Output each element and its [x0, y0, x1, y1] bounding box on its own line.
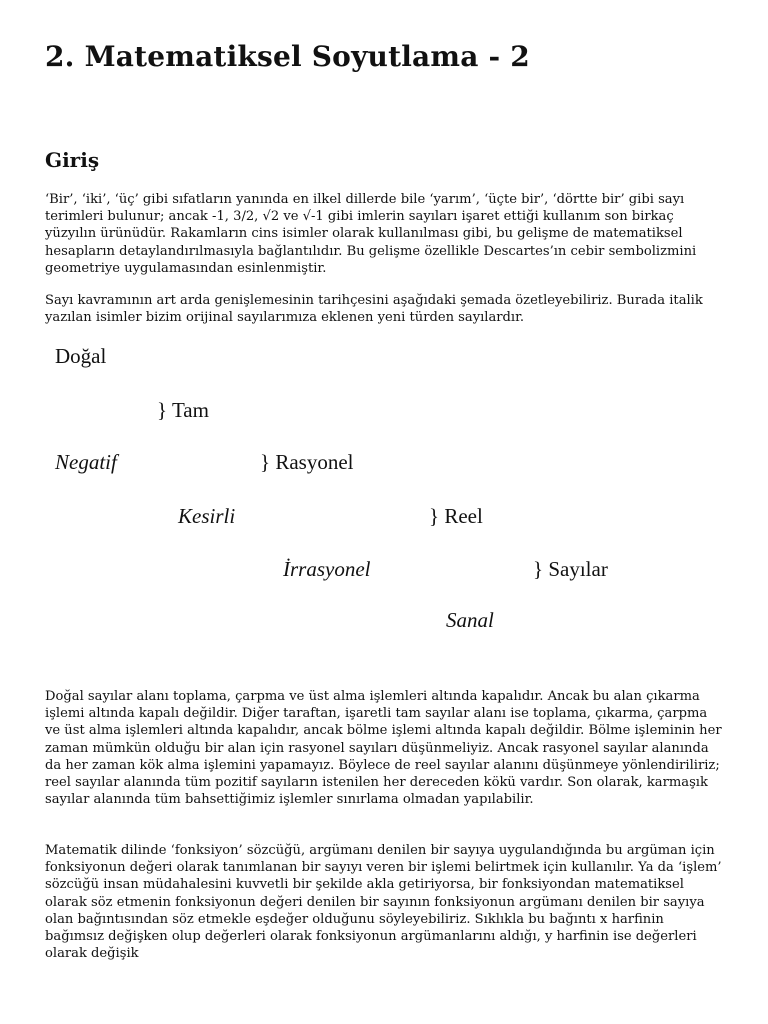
paragraph-function: Matematik dilinde ‘fonksiyon’ sözcüğü, argümanı denilen bir sayıya uygulandığında bu argüman için fonksiyonun değeri olarak tanımlanan bir sayıyı veren bir işlemi belirtmek için kullanılır. Ya da ‘işlem’ sözcüğü insan müdahalesini kuvvetli bir şekilde akla getiriyorsa, bir fonksiyondan matematiksel olarak söz etmenin fonksiyonun değeri denilen bir sayının fonksiyonun argümanı denilen bir sayıya olan bağıntısından söz etmekle eşdeğer olduğunu söyleyebiliriz. Sıklıkla bu bağıntı x harfinin bağımsız değişken olup değerleri olarak fonksiyonun argümanlarını aldığı, y harfinin ise değerleri olarak değişik [45, 843, 722, 962]
paragraph-closure: Doğal sayılar alanı toplama, çarpma ve üst alma işlemleri altında kapalıdır. Ancak bu alan çıkarma işlemi altında kapalı değildir. Diğer taraftan, işaretli tam sayılar alanı ise toplama, çıkarma, çarpma ve üst alma işlemleri altında kapalıdır, ancak bölme işlemi altında kapalı değildir. Bölme işleminin her zaman mümkün olduğu bir alan için rasyonel sayıları düşünmeliyiz. Ancak rasyonel sayılar alanında da her zaman kök alma işlemini yapamayız. Böylece de reel sayılar alanını düşünmeye yönlendiriliriz; reel sayılar alanında tüm pozitif sayıların istenilen her dereceden kökü vardır. Son olarak, karmaşık sayılar alanında tüm bahsettiğimiz işlemler sınırlama olmadan yapılabilir. [45, 689, 722, 808]
scheme-term-irrasyonel: İrrasyonel [283, 557, 371, 581]
paragraph-scheme-intro: Sayı kavramının art arda genişlemesinin tarihçesini aşağıdaki şemada özetleyebiliriz. Burada italik yazılan isimler bizim orijinal sayılarımıza eklenen yeni türden sayılardır. [45, 293, 703, 326]
scheme-term-tam: } Tam [157, 398, 209, 422]
paragraph-intro: ‘Bir’, ‘iki’, ‘üç’ gibi sıfatların yanında en ilkel dillerde bile ‘yarım’, ‘üçte bir’, ‘dörtte bir’ gibi sayı terimleri bulunur; ancak -1, 3/2, √2 ve √-1 gibi imlerin sayıları işaret ettiği kullanım son birkaç yüzyılın ürünüdür. Rakamların cins isimler olarak kullanılması gibi, bu gelişme de matematiksel hesapların detaylandırılmasıyla bağlantılıdır. Bu gelişme özellikle Descartes’ın cebir sembolizmini geometriye uygulamasından esinlenmiştir. [45, 192, 697, 276]
scheme-term-kesirli: Kesirli [178, 504, 236, 528]
section-heading: Giriş [45, 148, 100, 172]
scheme-term-sayilar: } Sayılar [533, 557, 608, 581]
scheme-term-sanal: Sanal [446, 608, 494, 632]
scheme-term-negatif: Negatif [55, 450, 117, 474]
scheme-term-reel: } Reel [429, 504, 483, 528]
page-title: 2. Matematiksel Soyutlama - 2 [45, 40, 530, 73]
scheme-term-rasyonel: } Rasyonel [260, 450, 354, 474]
scheme-term-dogal: Doğal [55, 344, 107, 368]
